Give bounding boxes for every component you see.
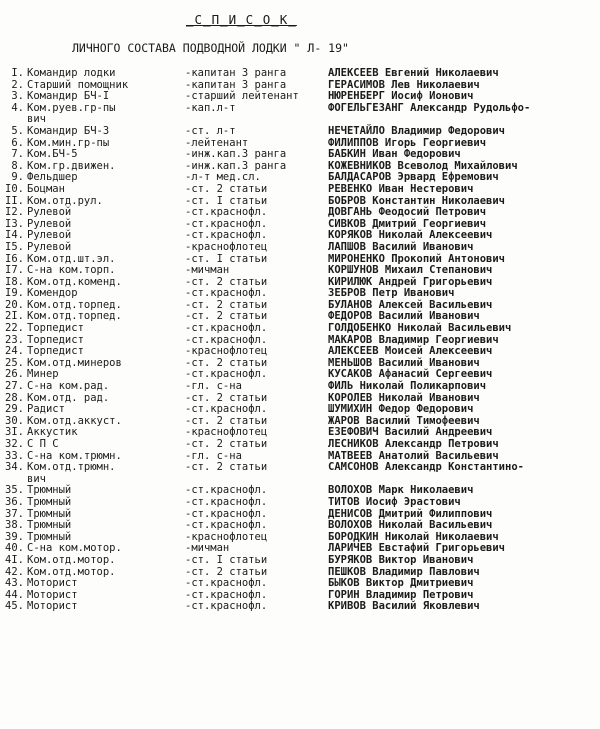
row-position: Рулевой	[27, 240, 72, 253]
row-name: ДОВГАНЬ Феодосий Петрович	[328, 206, 487, 219]
row-position: Ком.отд.шт.эл.	[27, 252, 116, 265]
row-position: Моторист	[27, 600, 78, 613]
row-rank: -ст.краснофл.	[185, 577, 268, 590]
row-name: ДЕНИСОВ Дмитрий Филиппович	[328, 507, 493, 520]
row-position: Командир БЧ-3	[27, 124, 110, 137]
row-position: С-на ком.мотор.	[27, 542, 122, 555]
roster-row	[0, 207, 600, 219]
row-number: 44.	[5, 588, 24, 601]
row-name: БУРЯКОВ Виктор Иванович	[328, 553, 474, 566]
row-position: Рулевой	[27, 229, 72, 242]
row-name: КИРИЛЮК Андрей Григорьевич	[328, 275, 493, 288]
row-number: I0.	[5, 182, 24, 195]
roster-row	[0, 578, 600, 590]
row-position: Ком.отд.рул.	[27, 194, 103, 207]
row-name: КОРЯКОВ Николай Алексеевич	[328, 229, 493, 242]
row-rank: -краснофлотец	[185, 426, 268, 439]
row-number: 4.	[11, 101, 24, 114]
row-position: Радист	[27, 403, 65, 416]
row-position: Ком.отд.коменд.	[27, 275, 122, 288]
row-number: 22.	[5, 322, 24, 335]
row-rank: -ст. 2 статьи	[185, 461, 268, 474]
row-position: Ком.отд.аккуст.	[27, 414, 122, 427]
row-name: БУЛАНОВ Алексей Васильевич	[328, 298, 493, 311]
row-number: 2I.	[5, 310, 24, 323]
row-rank: -ст. 2 статьи	[185, 182, 268, 195]
roster-row	[0, 601, 600, 613]
row-rank: -инж.кап.3 ранга	[185, 148, 287, 161]
row-position: Ком.гр.движен.	[27, 159, 116, 172]
row-number: I9.	[5, 287, 24, 300]
row-position: Трюмный	[27, 530, 72, 543]
row-rank: -ст.краснофл.	[185, 495, 268, 508]
roster-row	[0, 103, 600, 126]
row-rank: -ст. 2 статьи	[185, 565, 268, 578]
row-number: 33.	[5, 449, 24, 462]
row-rank: -гл. с-на	[185, 380, 242, 393]
roster-row	[0, 393, 600, 405]
row-name: ФИЛИППОВ Игорь Георгиевич	[328, 136, 487, 149]
row-number: 45.	[5, 600, 24, 613]
row-rank: -ст.краснофл.	[185, 322, 268, 335]
roster-row	[0, 161, 600, 173]
roster-row	[0, 265, 600, 277]
row-name: ЛАРИЧЕВ Евстафий Григорьевич	[328, 542, 506, 555]
roster-row	[0, 196, 600, 208]
row-name: ЕЗЕФОВИЧ Василий Андреевич	[328, 426, 493, 439]
row-position: Командир лодки	[27, 67, 116, 79]
row-rank: -гл. с-на	[185, 449, 242, 462]
row-rank: -ст. 2 статьи	[185, 438, 268, 450]
row-rank: -ст. 2 статьи	[185, 414, 268, 427]
row-rank: -ст. 2 статьи	[185, 298, 268, 311]
roster-row	[0, 427, 600, 439]
row-rank: -ст.краснофл.	[185, 206, 268, 219]
row-name: КОРОЛЕВ Николай Иванович	[328, 391, 480, 404]
row-rank: -инж.кап.3 ранга	[185, 159, 287, 172]
row-position: Рулевой	[27, 206, 72, 219]
row-number: 30.	[5, 414, 24, 427]
row-rank: -ст.краснофл.	[185, 507, 268, 520]
row-rank: -ст.краснофл.	[185, 600, 268, 613]
row-name-continuation: вич	[27, 113, 46, 126]
row-rank: -старший лейтенант	[185, 90, 299, 103]
roster-row	[0, 149, 600, 161]
row-number: 3I.	[5, 426, 24, 439]
roster-row	[0, 462, 600, 485]
row-name: БАЛДАСАРОВ Эрвард Ефремович	[328, 171, 499, 184]
row-name: РЕВЕНКО Иван Нестерович	[328, 182, 474, 195]
row-name: ЗЕБРОВ Петр Иванович	[328, 287, 455, 300]
roster-row	[0, 242, 600, 254]
row-rank: -мичман	[185, 264, 230, 277]
row-position: Ком.мин.гр-пы	[27, 136, 110, 149]
row-number: I5.	[5, 240, 24, 253]
row-name: СИВКОВ Дмитрий Георгиевич	[328, 217, 487, 230]
row-rank: -ст. I статьи	[185, 194, 268, 207]
row-name: ВОЛОХОВ Марк Николаевич	[328, 484, 474, 497]
row-name: КРИВОВ Василий Яковлевич	[328, 600, 480, 613]
roster-row	[0, 520, 600, 532]
document-subtitle: ЛИЧНОГО СОСТАВА ПОДВОДНОЙ ЛОДКИ " Л- 19"	[72, 41, 349, 55]
row-position: С-на ком.трюмн.	[27, 449, 122, 462]
row-position: Ком.руев.гр-пы	[27, 101, 116, 114]
row-position: Комендор	[27, 287, 78, 300]
row-number: 32.	[5, 438, 24, 450]
row-position: С П С	[27, 438, 59, 450]
row-number: 20.	[5, 298, 24, 311]
row-position: Трюмный	[27, 507, 72, 520]
row-name: БОРОДКИН Николай Николаевич	[328, 530, 499, 543]
row-position: Трюмный	[27, 484, 72, 497]
row-rank: -ст.краснофл.	[185, 287, 268, 300]
row-name: ГОРИН Владимир Петрович	[328, 588, 474, 601]
row-position: Ком.отд.мотор.	[27, 565, 116, 578]
roster-row	[0, 277, 600, 289]
row-number: 6.	[11, 136, 24, 149]
row-number: 40.	[5, 542, 24, 555]
row-number: 23.	[5, 333, 24, 346]
row-rank: -ст.краснофл.	[185, 333, 268, 346]
row-number: 5.	[11, 124, 24, 137]
row-name: ЖАРОВ Василий Тимофеевич	[328, 414, 480, 427]
document-title: _С_П_И_С_О_К_	[186, 12, 297, 27]
roster-row	[0, 335, 600, 347]
row-name: АЛЕКСЕЕВ Моисей Алексеевич	[328, 345, 493, 358]
row-rank: -ст.краснофл.	[185, 403, 268, 416]
roster-row	[0, 184, 600, 196]
row-position: Моторист	[27, 577, 78, 590]
row-name: МЕНЬШОВ Василий Иванович	[328, 356, 480, 369]
row-number: I.	[11, 67, 24, 79]
row-rank: -краснофлотец	[185, 530, 268, 543]
row-rank: -л-т мед.сл.	[185, 171, 261, 184]
row-position: Ком.отд. рад.	[27, 391, 110, 404]
row-number: 43.	[5, 577, 24, 590]
roster-row	[0, 439, 600, 451]
row-number: 35.	[5, 484, 24, 497]
row-number: I6.	[5, 252, 24, 265]
row-number: 9.	[11, 171, 24, 184]
row-name: НЕЧЕТАЙЛО Владимир Федорович	[328, 124, 506, 137]
row-rank: -ст.краснофл.	[185, 368, 268, 381]
row-position: Рулевой	[27, 217, 72, 230]
row-name: ВОЛОХОВ Николай Васильевич	[328, 519, 493, 532]
row-name: ФОГЕЛЬГЕЗАНГ Александр Рудольфо-	[328, 101, 531, 114]
row-number: 26.	[5, 368, 24, 381]
row-rank: -лейтенант	[185, 136, 249, 149]
row-name: БОБРОВ Константин Николаевич	[328, 194, 506, 207]
row-number: 29.	[5, 403, 24, 416]
row-rank: -ст. 2 статьи	[185, 310, 268, 323]
row-number: 3.	[11, 90, 24, 103]
row-name: БАБКИН Иван Федорович	[328, 148, 461, 161]
row-rank: -ст.краснофл.	[185, 519, 268, 532]
roster-row	[0, 590, 600, 602]
roster-row	[0, 509, 600, 521]
row-rank: -ст. 2 статьи	[185, 275, 268, 288]
roster-row	[0, 138, 600, 150]
row-position: Торпедист	[27, 322, 84, 335]
row-position: Фельдшер	[27, 171, 78, 184]
row-number: I4.	[5, 229, 24, 242]
row-position: Трюмный	[27, 495, 72, 508]
row-name: НЮРЕНБЕРГ Иосиф Ионович	[328, 90, 474, 103]
row-position: Ком.отд.торпед.	[27, 310, 122, 323]
row-rank: -мичман	[185, 542, 230, 555]
row-position: Ком.отд.торпед.	[27, 298, 122, 311]
row-position: С-на ком.рад.	[27, 380, 110, 393]
row-number: 24.	[5, 345, 24, 358]
roster-row	[0, 126, 600, 138]
row-position: Боцман	[27, 182, 65, 195]
row-number: I8.	[5, 275, 24, 288]
row-name: МАКАРОВ Владимир Георгиевич	[328, 333, 499, 346]
row-position: Торпедист	[27, 333, 84, 346]
roster-row	[0, 219, 600, 231]
row-number: 27.	[5, 380, 24, 393]
row-name: ЛАПШОВ Василий Иванович	[328, 240, 474, 253]
roster-row	[0, 323, 600, 335]
row-rank: -кап.л-т	[185, 101, 236, 114]
row-name: ГОЛДОБЕНКО Николай Васильевич	[328, 322, 512, 335]
row-position: Ком.БЧ-5	[27, 148, 78, 161]
roster-row	[0, 172, 600, 184]
row-position: С-на ком.торп.	[27, 264, 116, 277]
row-rank: -краснофлотец	[185, 240, 268, 253]
row-number: 39.	[5, 530, 24, 543]
row-rank: -ст. I статьи	[185, 252, 268, 265]
row-position: Ком.отд.трюмн.	[27, 461, 116, 474]
row-number: I2.	[5, 206, 24, 219]
roster-row	[0, 358, 600, 370]
row-rank: -ст. 2 статьи	[185, 391, 268, 404]
row-number: I7.	[5, 264, 24, 277]
roster-row	[0, 416, 600, 428]
row-name-continuation: вич	[27, 472, 46, 485]
row-rank: -капитан 3 ранга	[185, 67, 287, 79]
row-number: 2.	[11, 78, 24, 91]
row-position: Ком.отд.минеров	[27, 356, 122, 369]
row-rank: -ст. л-т	[185, 124, 236, 137]
row-name: ПЕШКОВ Владимир Павлович	[328, 565, 480, 578]
row-position: Аккустик	[27, 426, 78, 439]
row-number: 4I.	[5, 553, 24, 566]
row-name: КОРШУНОВ Михаил Степанович	[328, 264, 493, 277]
row-number: 38.	[5, 519, 24, 532]
row-name: ШУМИХИН Федор Федорович	[328, 403, 474, 416]
row-rank: -ст.краснофл.	[185, 588, 268, 601]
roster-row	[0, 230, 600, 242]
row-number: 37.	[5, 507, 24, 520]
row-name: ФИЛЬ Николай Поликарпович	[328, 380, 487, 393]
row-rank: -ст.краснофл.	[185, 484, 268, 497]
row-name: ФЕДОРОВ Василий Иванович	[328, 310, 480, 323]
row-number: 42.	[5, 565, 24, 578]
row-name: МАТВЕЕВ Анатолий Васильевич	[328, 449, 499, 462]
row-number: 7.	[11, 148, 24, 161]
row-number: 36.	[5, 495, 24, 508]
row-number: 25.	[5, 356, 24, 369]
row-position: Ком.отд.мотор.	[27, 553, 116, 566]
row-number: 34.	[5, 461, 24, 474]
row-position: Торпедист	[27, 345, 84, 358]
row-position: Моторист	[27, 588, 78, 601]
row-name: ГЕРАСИМОВ Лев Николаевич	[328, 78, 480, 91]
row-rank: -ст.краснофл.	[185, 217, 268, 230]
row-number: 28.	[5, 391, 24, 404]
row-position: Минер	[27, 368, 59, 381]
roster-row	[0, 68, 600, 80]
row-position: Командир БЧ-I	[27, 90, 110, 103]
crew-roster	[0, 68, 600, 613]
row-number: I3.	[5, 217, 24, 230]
roster-row	[0, 485, 600, 497]
row-name: КОЖЕВНИКОВ Всеволод Михайлович	[328, 159, 518, 172]
roster-row	[0, 555, 600, 567]
row-rank: -ст. I статьи	[185, 553, 268, 566]
row-number: II.	[5, 194, 24, 207]
roster-row	[0, 381, 600, 393]
roster-row	[0, 567, 600, 579]
row-name: ТИТОВ Иосиф Эрастович	[328, 495, 461, 508]
row-rank: -ст.краснофл.	[185, 229, 268, 242]
row-rank: -краснофлотец	[185, 345, 268, 358]
row-name: БЫКОВ Виктор Дмитриевич	[328, 577, 474, 590]
row-name: ЛЕСНИКОВ Александр Петрович	[328, 438, 499, 450]
row-name: МИРОНЕНКО Прокопий Антонович	[328, 252, 506, 265]
row-name: КУСАКОВ Афанасий Сергеевич	[328, 368, 493, 381]
row-name: АЛЕКСЕЕВ Евгений Николаевич	[328, 67, 499, 79]
row-rank: -капитан 3 ранга	[185, 78, 287, 91]
roster-row	[0, 497, 600, 509]
row-name: САМСОНОВ Александр Константино-	[328, 461, 524, 474]
row-position: Старший помощник	[27, 78, 129, 91]
row-rank: -ст. 2 статьи	[185, 356, 268, 369]
row-number: 8.	[11, 159, 24, 172]
row-position: Трюмный	[27, 519, 72, 532]
